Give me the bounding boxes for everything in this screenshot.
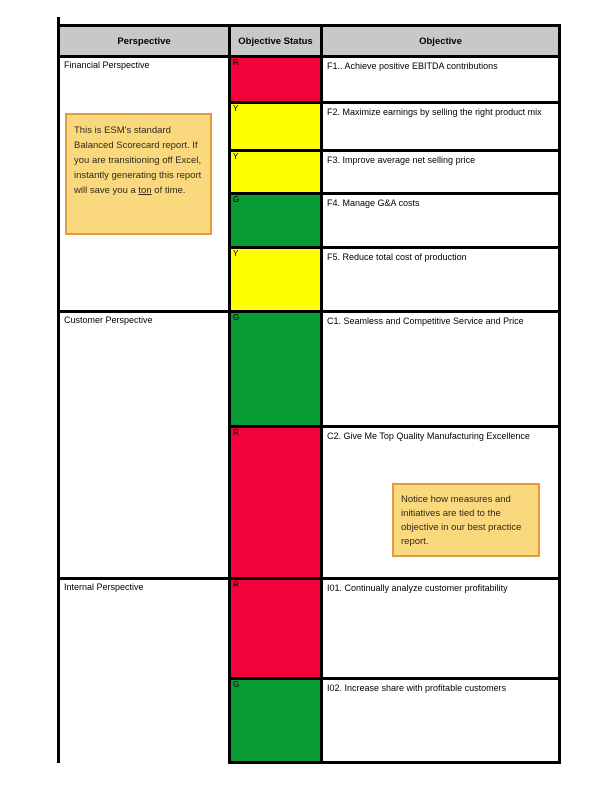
table-header-row	[59, 26, 560, 57]
status-cell-f4: G	[230, 194, 322, 248]
status-cell-i01: R	[230, 579, 322, 679]
note-underlined-word: ton	[138, 185, 152, 196]
note-text: Notice how measures and initiatives are tied to the objective in our best practice report.	[401, 494, 522, 547]
status-cell-f3: Y	[230, 151, 322, 194]
objective-cell-c2: C2. Give Me Top Quality Manufacturing Excellence	[322, 427, 560, 579]
table-row	[59, 57, 560, 103]
table-row	[59, 312, 560, 427]
header-objective: Objective	[322, 26, 560, 57]
objective-cell-f4: F4. Manage G&A costs	[322, 194, 560, 248]
note-text: This is ESM's standard Balanced Scorecard report. If you are transitioning off Excel, instantly generating this report will save you a	[74, 125, 202, 196]
status-cell-f1: R	[230, 57, 322, 103]
status-cell-f5: Y	[230, 248, 322, 312]
status-cell-c1: G	[230, 312, 322, 427]
table-row	[59, 579, 560, 679]
objective-cell-i02: I02. Increase share with profitable customers	[322, 679, 560, 763]
note-text: of time.	[151, 185, 186, 196]
callout-note-measures-initiatives	[392, 483, 540, 557]
callout-note-standard-report	[65, 113, 212, 235]
objective-cell-f3: F3. Improve average net selling price	[322, 151, 560, 194]
perspective-cell-customer: Customer Perspective	[59, 312, 230, 579]
objective-cell-i01: I01. Continually analyze customer profitability	[322, 579, 560, 679]
status-cell-f2: Y	[230, 103, 322, 151]
perspective-cell-financial: Financial Perspective	[59, 57, 230, 312]
header-objective-status: Objective Status	[230, 26, 322, 57]
objective-cell-f2: F2. Maximize earnings by selling the right product mix	[322, 103, 560, 151]
status-cell-i02: G	[230, 679, 322, 763]
objective-cell-c1: C1. Seamless and Competitive Service and Price	[322, 312, 560, 427]
perspective-cell-internal: Internal Perspective	[59, 579, 230, 763]
objective-cell-f1: F1.. Achieve positive EBITDA contributions	[322, 57, 560, 103]
header-perspective: Perspective	[59, 26, 230, 57]
status-cell-c2: R	[230, 427, 322, 579]
objective-cell-f5: F5. Reduce total cost of production	[322, 248, 560, 312]
